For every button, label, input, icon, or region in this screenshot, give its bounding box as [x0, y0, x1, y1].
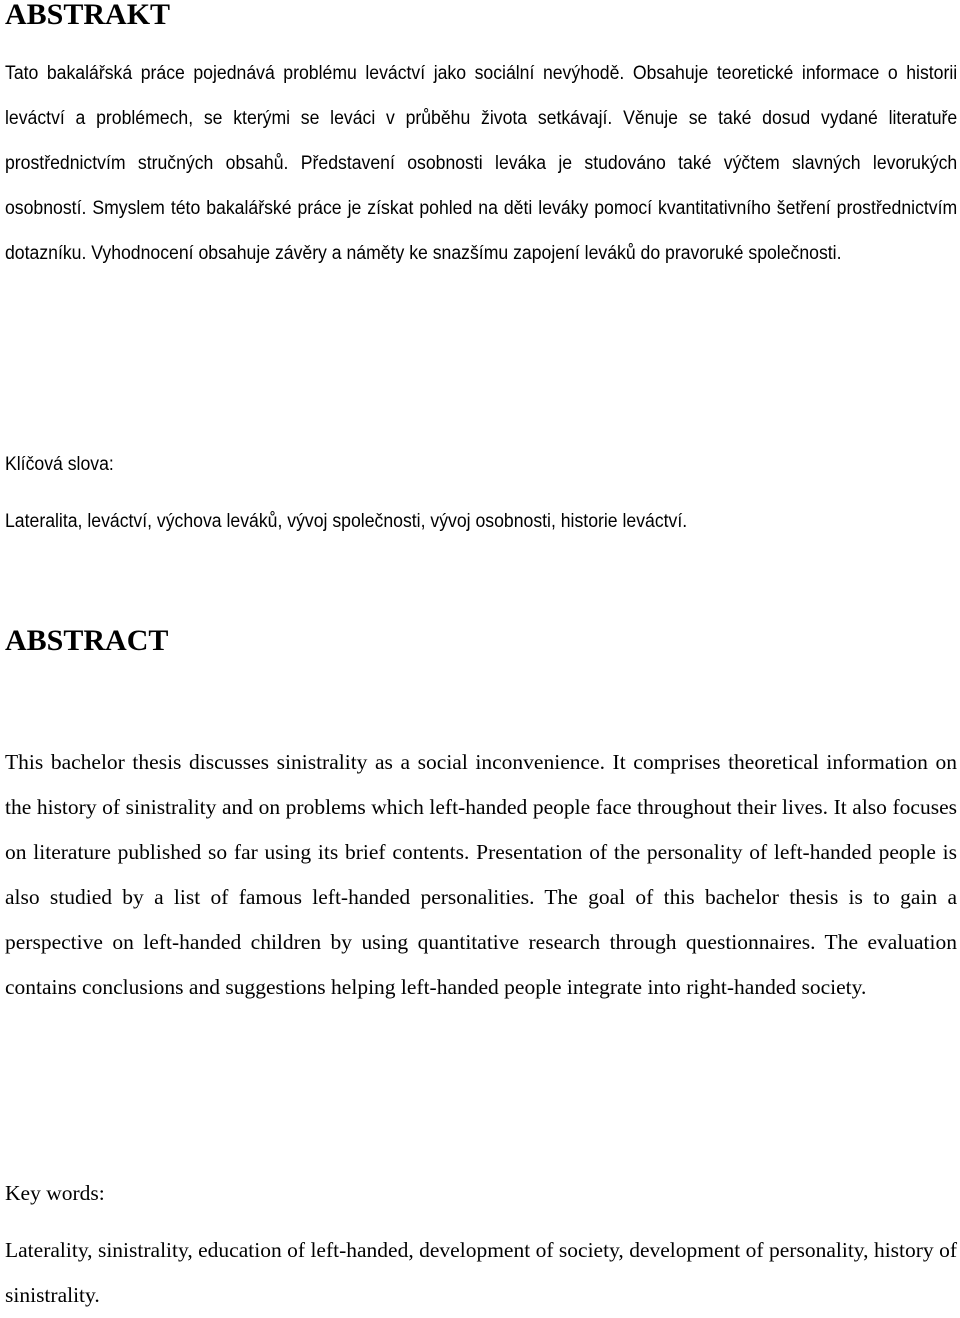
english-abstract-container — [5, 740, 957, 1010]
czech-keywords: Lateralita, leváctví, výchova leváků, vývoj společnosti, vývoj osobnosti, historie leváctví. — [5, 510, 688, 532]
czech-abstract-container — [5, 51, 957, 276]
english-abstract-heading: ABSTRACT — [5, 624, 169, 657]
english-keywords: Laterality, sinistrality, education of left-handed, development of society, development of personality, history of sinistrality. — [5, 1238, 957, 1307]
english-keywords-container — [5, 1228, 957, 1318]
czech-abstract-heading: ABSTRAKT — [5, 0, 171, 31]
czech-abstract-text: Tato bakalářská práce pojednává problému leváctví jako sociální nevýhodě. Obsahuje teoretické informace o historii leváctví a problémech, se kterými se leváci v průběhu života setkávají. Věnuje se také dosud vydané literatuře prostřednictvím stručných obsahů. Představení osobnosti leváka je studováno také výčtem slavných levorukých osobností. Smyslem této bakalářské práce je získat pohled na děti leváky pomocí kvantitativního šetření prostřednictvím dotazníku. Vyhodnocení obsahuje závěry a náměty ke snazšímu zapojení leváků do pravoruké společnosti. — [5, 62, 958, 264]
english-keywords-label: Key words: — [5, 1181, 105, 1205]
czech-keywords-label: Klíčová slova: — [5, 453, 114, 475]
english-abstract-text: This bachelor thesis discusses sinistrality as a social inconvenience. It comprises theoretical information on the history of sinistrality and on problems which left-handed people face throughout their lives. It also focuses on literature published so far using its brief contents. Presentation of the personality of left-handed people is also studied by a list of famous left-handed personalities. The goal of this bachelor thesis is to gain a perspective on left-handed children by using quantitative research through questionnaires. The evaluation contains conclusions and suggestions helping left-handed people integrate into right-handed society. — [5, 750, 957, 999]
